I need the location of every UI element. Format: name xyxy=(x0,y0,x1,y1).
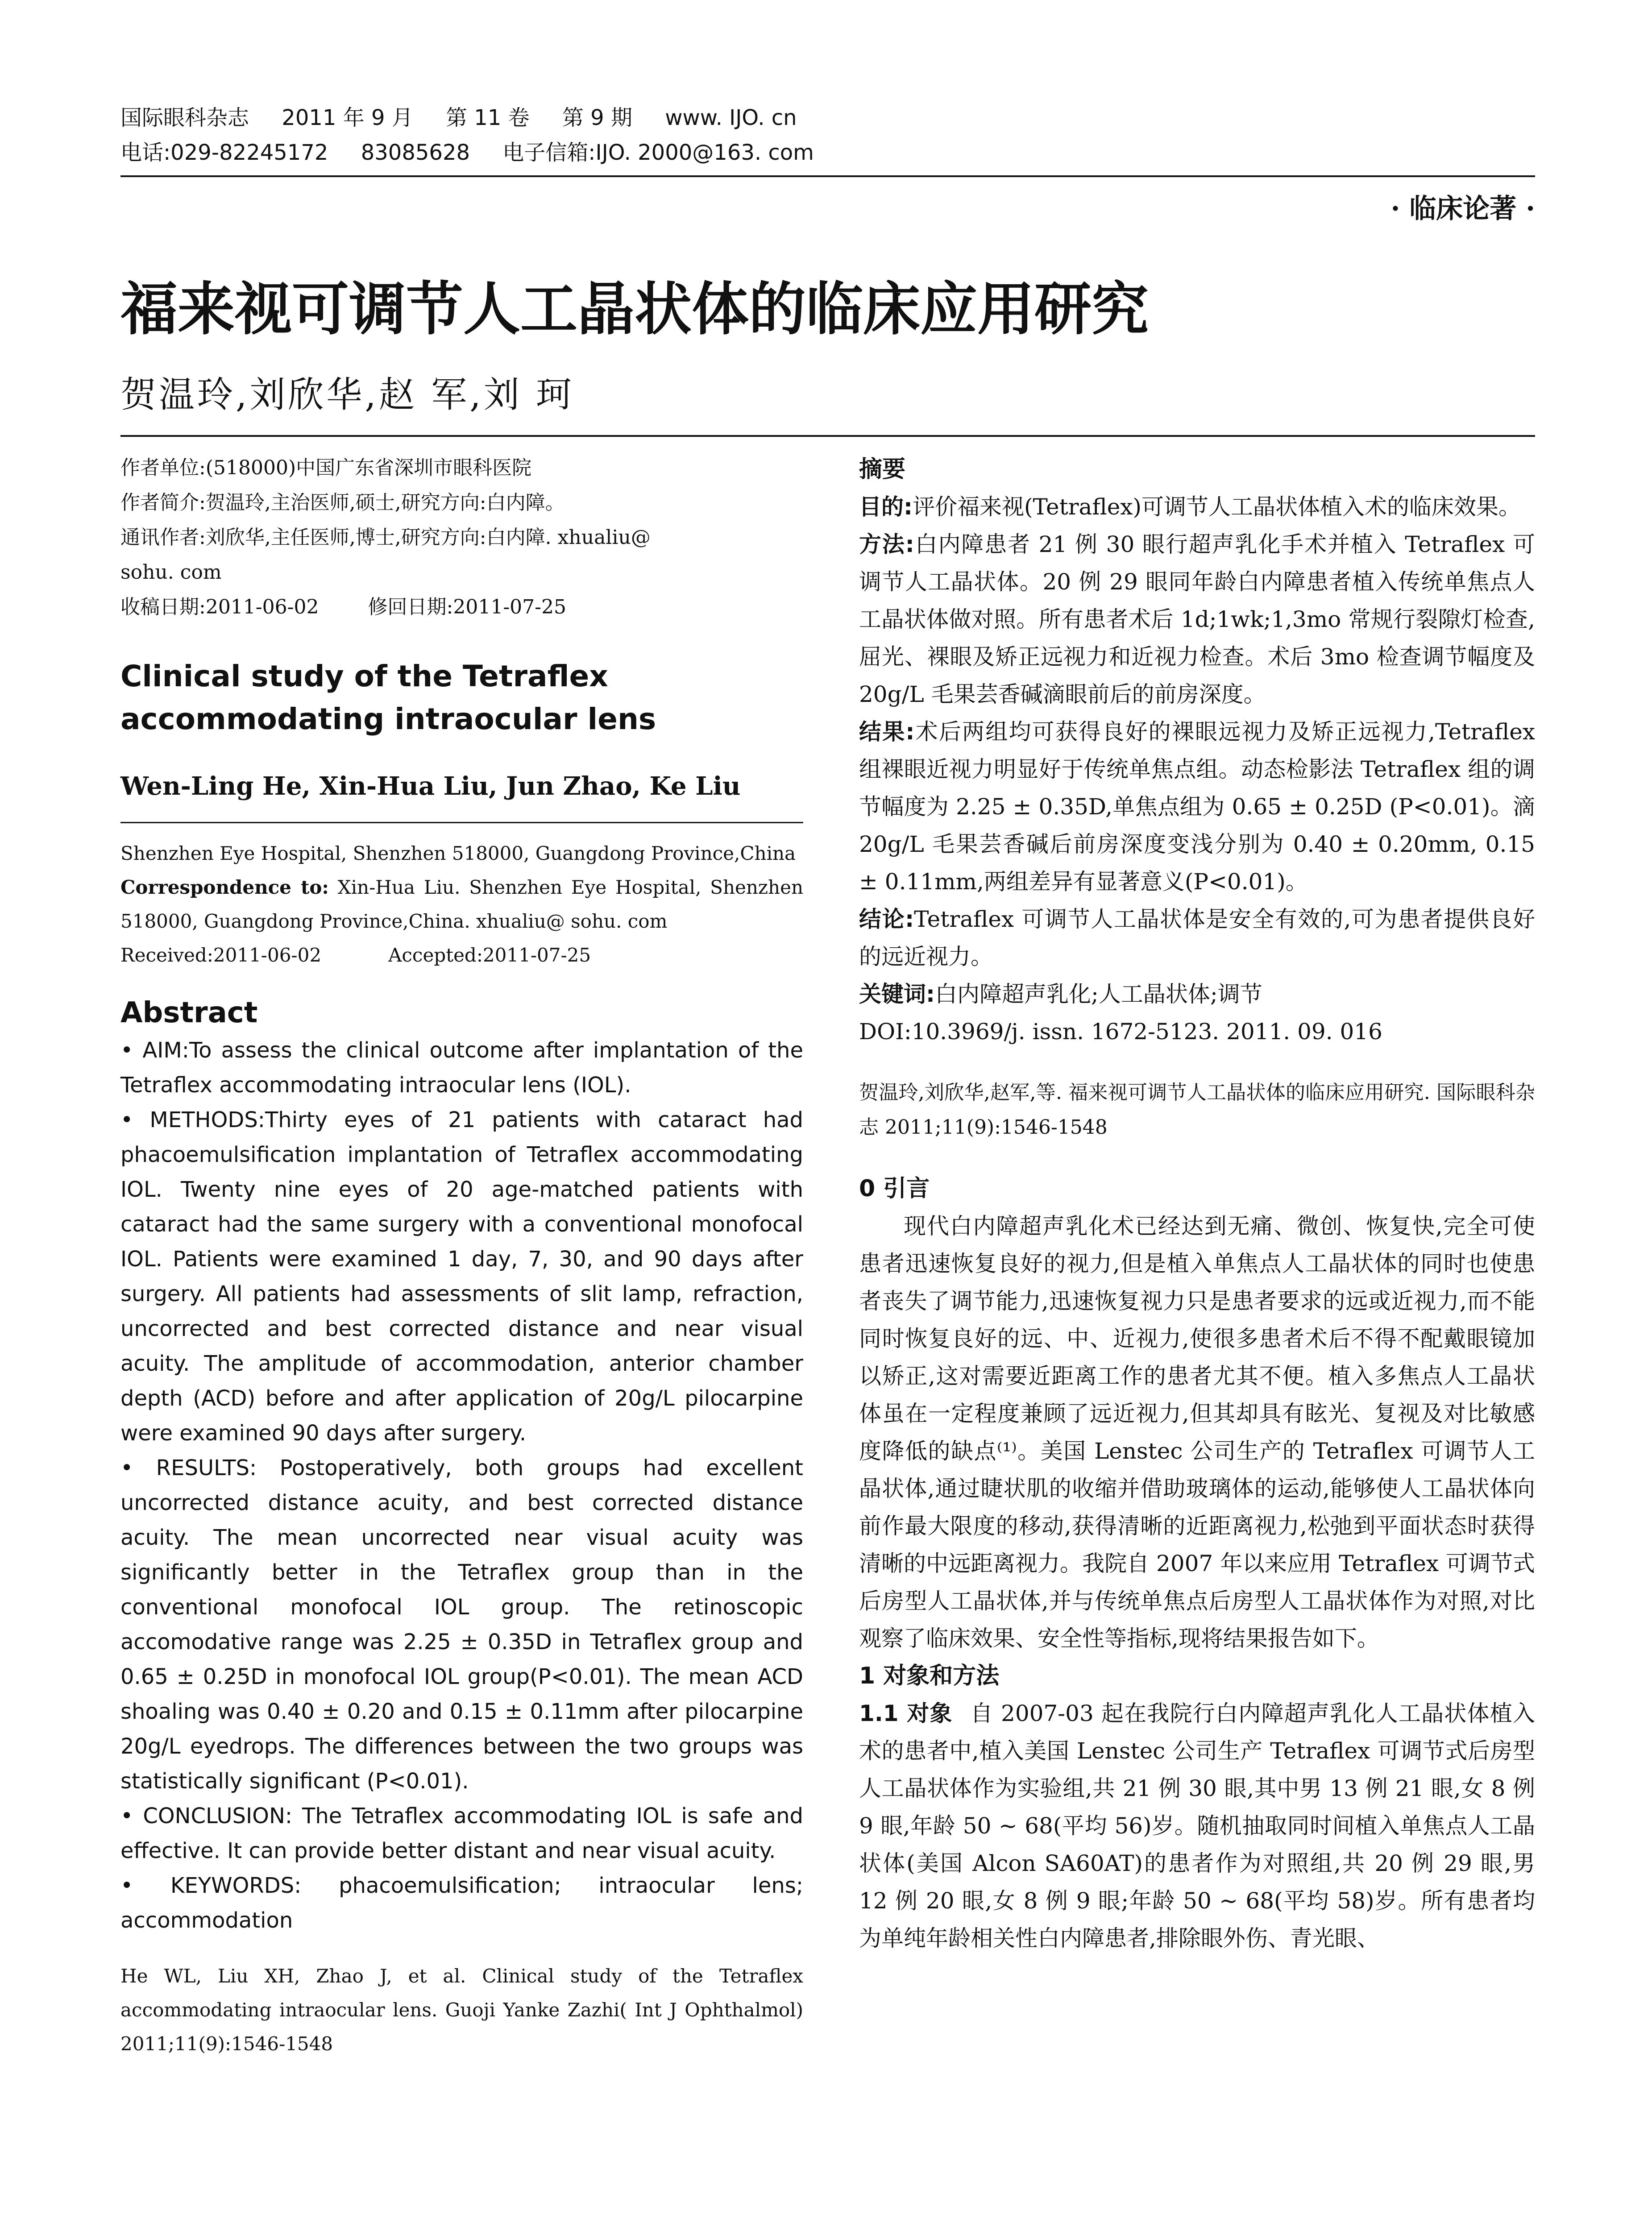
abstract-keywords: • KEYWORDS: phacoemulsification; intraocular lens; accommodation xyxy=(120,1873,803,1933)
author-intro: 作者简介:贺温玲,主治医师,硕士,研究方向:白内障。 xyxy=(120,491,565,514)
dates xyxy=(120,590,803,625)
received-date: 收稿日期:2011-06-02 xyxy=(120,596,319,618)
methods-heading: 1 对象和方法 xyxy=(859,1663,1000,1689)
correspondence-label: Correspondence to: xyxy=(120,876,329,898)
issue-date: 2011 年 9 月 xyxy=(282,105,413,130)
author-unit: 作者单位:(518000)中国广东省深圳市眼科医院 xyxy=(120,456,532,479)
abstract-heading: Abstract xyxy=(120,996,258,1029)
cn-methods xyxy=(859,526,1535,713)
phone-2: 83085628 xyxy=(361,140,470,165)
abstract-aim: • AIM:To assess the clinical outcome after implantation of the Tetraflex accommodating intraocular lens (IOL). xyxy=(120,1038,803,1098)
cn-results-text: 术后两组均可获得良好的裸眼远视力及矫正远视力,Tetraflex 组裸眼近视力明显好于传统单焦点组。动态检影法 Tetraflex 组的调节幅度为 2.25 ± 0.35D,单焦点组为 0.65 ± 0.25D (P<0.01)。滴 20g/L 毛果芸香碱后前房深度变浅分别为 0.40 ± 0.20mm, 0.15 ± 0.11mm,两组差异有显著意义(P<0.01)。 xyxy=(859,719,1535,895)
header-rule xyxy=(120,175,1535,177)
english-accepted: Accepted:2011-07-25 xyxy=(388,944,591,966)
email: 电子信箱:IJO. 2000@163. com xyxy=(502,140,814,165)
doi: DOI:10.3969/j. issn. 1672-5123. 2011. 09. 016 xyxy=(859,1019,1382,1045)
cn-citation: 贺温玲,刘欣华,赵军,等. 福来视可调节人工晶状体的临床应用研究. 国际眼科杂志 2011;11(9):1546-1548 xyxy=(859,1081,1535,1139)
phone: 电话:029-82245172 xyxy=(120,140,328,165)
title-rule xyxy=(120,435,1535,437)
cn-keywords-text: 白内障超声乳化;人工晶状体;调节 xyxy=(935,981,1262,1007)
section-tag: · 临床论著 · xyxy=(1391,193,1535,224)
cn-conclusion xyxy=(859,900,1535,975)
revised-date: 修回日期:2011-07-25 xyxy=(368,596,567,618)
cn-conclusion-text: Tetraflex 可调节人工晶状体是安全有效的,可为患者提供良好的远近视力。 xyxy=(859,906,1535,970)
cn-abstract-heading: 摘要 xyxy=(859,456,906,483)
corresponding-author: 通讯作者:刘欣华,主任医师,博士,研究方向:白内障. xhualiu@ xyxy=(120,526,651,549)
english-title: Clinical study of the Tetraflex accommodating intraocular lens xyxy=(120,659,656,736)
subjects-label: 1.1 对象 xyxy=(859,1700,953,1726)
header-line-2 xyxy=(120,135,1535,170)
abstract-results: • RESULTS: Postoperatively, both groups had excellent uncorrected distance acuity, and best corrected distance acuity. The mean uncorrected near visual acuity was significantly better in the Tetraflex group than in the conventional monofocal IOL group. The retinoscopic accomodative range was 2.25 ± 0.35D in Tetraflex group and 0.65 ± 0.25D in monofocal IOL group(P<0.01). The mean ACD shoaling was 0.40 ± 0.20 and 0.15 ± 0.11mm after pilocarpine 20g/L eyedrops. The differences between the two groups was statistically significant (P<0.01). xyxy=(120,1456,803,1794)
english-authors: Wen-Ling He, Xin-Hua Liu, Jun Zhao, Ke Liu xyxy=(120,771,741,801)
authors-cn: 贺温玲,刘欣华,赵 军,刘 珂 xyxy=(120,374,575,415)
cn-conclusion-label: 结论: xyxy=(859,906,914,932)
cn-methods-label: 方法: xyxy=(859,531,914,557)
cn-aim xyxy=(859,488,1535,526)
cn-aim-text: 评价福来视(Tetraflex)可调节人工晶状体植入术的临床效果。 xyxy=(913,494,1521,520)
english-affiliation: Shenzhen Eye Hospital, Shenzhen 518000, Guangdong Province,China xyxy=(120,842,796,864)
cn-aim-label: 目的: xyxy=(859,494,913,520)
english-received: Received:2011-06-02 xyxy=(120,944,322,966)
intro-heading: 0 引言 xyxy=(859,1175,930,1202)
issue: 第 9 期 xyxy=(562,105,632,130)
english-dates xyxy=(120,938,803,972)
cn-keywords xyxy=(859,975,1535,1013)
header-line-1 xyxy=(120,100,1535,135)
subjects-paragraph xyxy=(859,1695,1535,1957)
cn-keywords-label: 关键词: xyxy=(859,981,935,1007)
corresponding-author-cont: sohu. com xyxy=(120,561,222,584)
page-title: 福来视可调节人工晶状体的临床应用研究 xyxy=(120,276,1149,343)
correspondence-text: Xin-Hua Liu. Shenzhen Eye Hospital, Shenzhen 518000, Guangdong Province,China. xhualiu@ sohu. com xyxy=(120,876,803,932)
cn-methods-text: 白内障患者 21 例 30 眼行超声乳化手术并植入 Tetraflex 可调节人工晶状体。20 例 29 眼同年龄白内障患者植入传统单焦点人工晶状体做对照。所有患者术后 1d;1wk;1,3mo 常规行裂隙灯检查,屈光、裸眼及矫正远视力和近视力检查。术后 3mo 检查调节幅度及 20g/L 毛果芸香碱滴眼前后的前房深度。 xyxy=(859,531,1535,707)
cn-results xyxy=(859,713,1535,900)
english-citation: He WL, Liu XH, Zhao J, et al. Clinical study of the Tetraflex accommodating intraocular lens. Guoji Yanke Zazhi( Int J Ophthalmol) 2011;11(9):1546-1548 xyxy=(120,1965,803,2055)
journal-name: 国际眼科杂志 xyxy=(120,105,249,130)
volume: 第 11 卷 xyxy=(446,105,530,130)
journal-header xyxy=(120,100,1535,170)
abstract-methods: • METHODS:Thirty eyes of 21 patients with cataract had phacoemulsification implantation of Tetraflex accommodating IOL. Twenty nine eyes of 20 age-matched patients with cataract had the same surgery with a conventional monofocal IOL. Patients were examined 1 day, 7, 30, and 90 days after surgery. All patients had assessments of slit lamp, refraction, uncorrected and best corrected distance and near visual acuity. The amplitude of accommodation, anterior chamber depth (ACD) before and after application of 20g/L pilocarpine were examined 90 days after surgery. xyxy=(120,1107,803,1446)
right-column xyxy=(859,451,1535,1957)
website: www. IJO. cn xyxy=(665,105,797,130)
cn-results-label: 结果: xyxy=(859,719,915,745)
abstract-conclusion: • CONCLUSION: The Tetraflex accommodating IOL is safe and effective. It can provide better distant and near visual acuity. xyxy=(120,1804,803,1863)
left-column xyxy=(120,451,803,2061)
subjects-text: 自 2007-03 起在我院行白内障超声乳化人工晶状体植入术的患者中,植入美国 Lenstec 公司生产 Tetraflex 可调节式后房型人工晶状体作为实验组,共 21 例 30 眼,其中男 13 例 21 眼,女 8 例 9 眼,年龄 50 ~ 68(平均 56)岁。随机抽取同时间植入单焦点人工晶状体(美国 Alcon SA60AT)的患者作为对照组,共 20 例 29 眼,男 12 例 20 眼,女 8 例 9 眼;年龄 50 ~ 68(平均 58)岁。所有患者均为单纯年龄相关性白内障患者,排除眼外伤、青光眼、 xyxy=(859,1700,1535,1951)
intro-paragraph: 现代白内障超声乳化术已经达到无痛、微创、恢复快,完全可使患者迅速恢复良好的视力,但是植入单焦点人工晶状体的同时也使患者丧失了调节能力,迅速恢复视力只是患者要求的远或近视力,而不能同时恢复良好的远、中、近视力,使很多患者术后不得不配戴眼镜加以矫正,这对需要近距离工作的患者尤其不便。植入多焦点人工晶状体虽在一定程度兼顾了远近视力,但其却具有眩光、复视及对比敏感度降低的缺点⁽¹⁾。美国 Lenstec 公司生产的 Tetraflex 可调节人工晶状体,通过睫状肌的收缩并借助玻璃体的运动,能够使人工晶状体向前作最大限度的移动,获得清晰的近距离视力,松弛到平面状态时获得清晰的中远距离视力。我院自 2007 年以来应用 Tetraflex 可调节式后房型人工晶状体,并与传统单焦点后房型人工晶状体作为对照,对比观察了临床效果、安全性等指标,现将结果报告如下。 xyxy=(859,1213,1535,1651)
correspondence xyxy=(120,871,803,938)
affiliation-rule xyxy=(120,822,803,823)
